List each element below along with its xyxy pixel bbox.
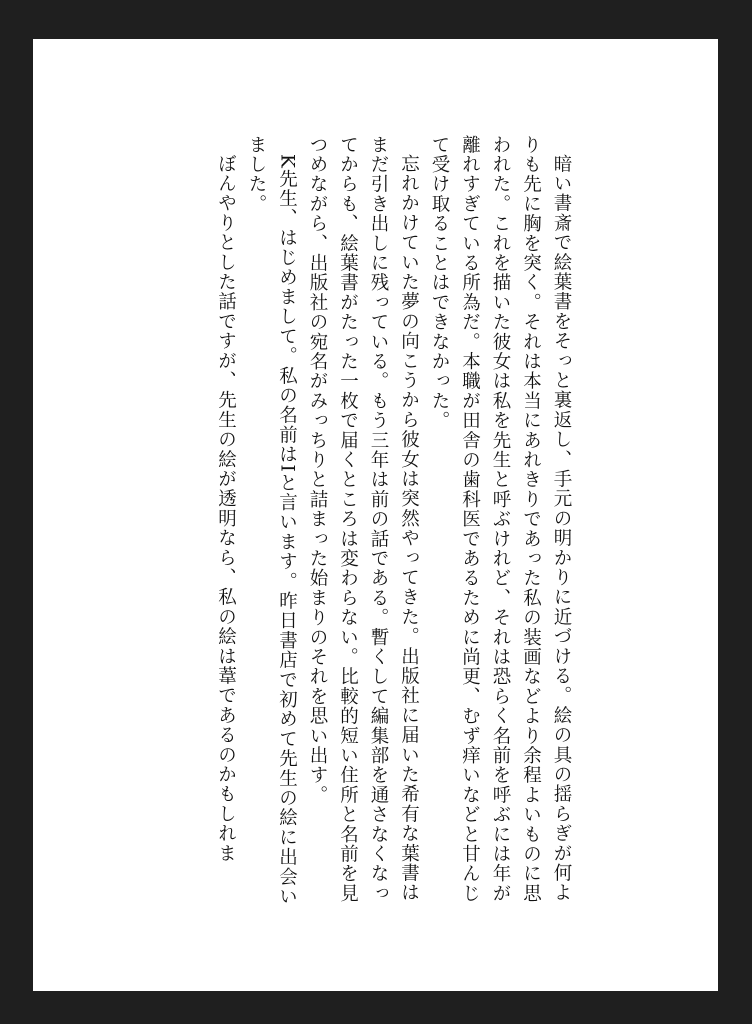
paragraph-1: 暗い書斎で絵葉書をそっと裏返し、手元の明かりに近づける。絵の具の揺らぎが何よりも先に胸を突く。それは本当にあれきりであった私の装画などより余程よいものに思われた。これを描いた彼女は私を先生と呼ぶけれど、それは恐らく名前を呼ぶには年が離れすぎている所為だ。本職が田舎の歯科医であるために尚更、むず痒いなどと甘んじて受け取ることはできなかった。 xyxy=(429,135,572,904)
paragraph-3: K先生、はじめまして。私の名前はIと言います。昨日書店で初めて先生の絵に出会いました。 xyxy=(246,135,298,906)
vertical-text-body xyxy=(210,135,576,915)
paragraph-2: 忘れかけていた夢の向こうから彼女は突然やってきた。出版社に届いた希有な葉書はまだ引き出しに残っている。もう三年は前の話である。暫くして編集部を通さなくなってからも、絵葉書がたった一枚で届くところは変わらない。比較的短い住所と名前を見つめながら、出版社の宛名がみっちりと詰まった始まりのそれを思い出す。 xyxy=(307,135,420,904)
document-page xyxy=(33,39,718,991)
paragraph-4: ぼんやりとした話ですが、先生の絵が透明なら、私の絵は葦であるのかもしれま xyxy=(215,153,237,863)
